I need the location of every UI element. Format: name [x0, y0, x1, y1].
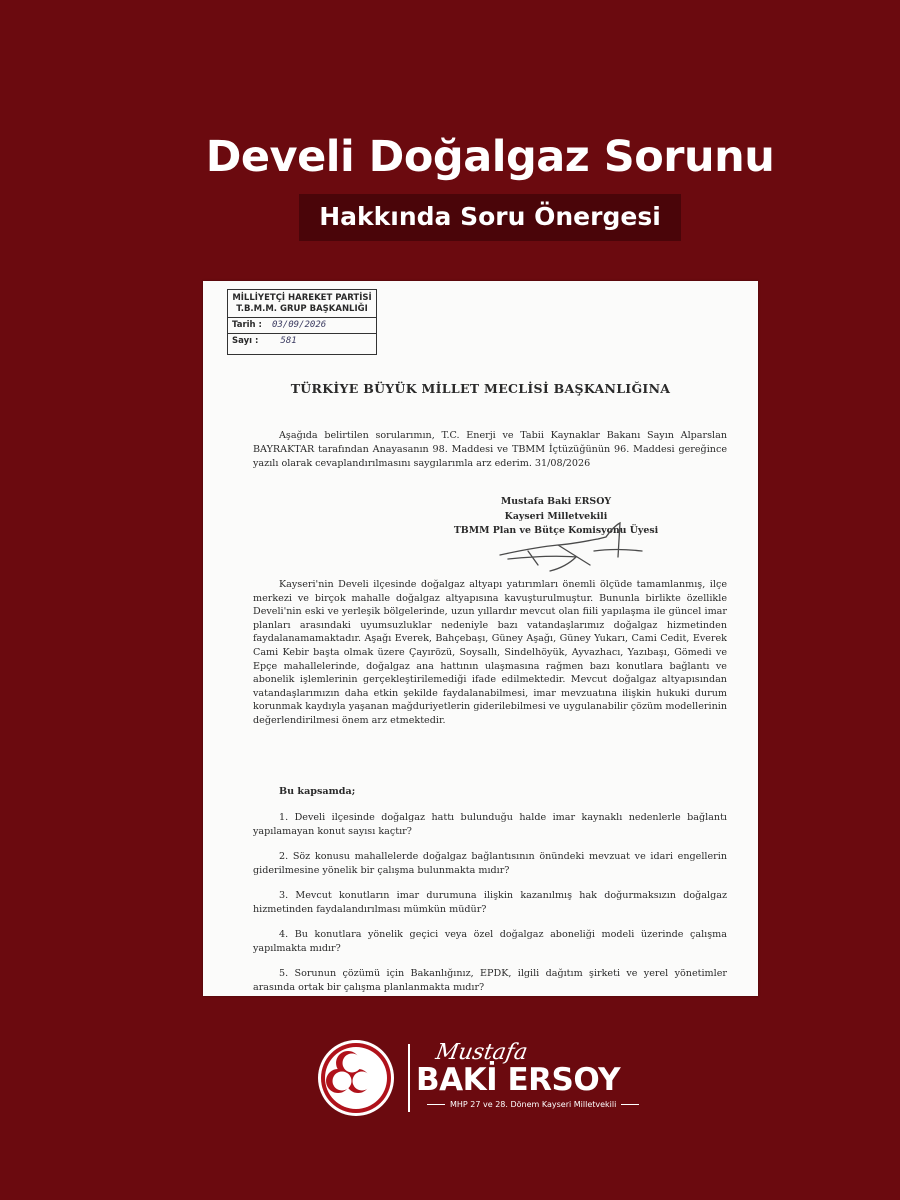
- stamp-date-label: Tarih :: [232, 320, 262, 330]
- page-subtitle: Hakkında Soru Önergesi: [299, 194, 681, 241]
- document-title: TÜRKİYE BÜYÜK MİLLET MECLİSİ BAŞKANLIĞINA: [290, 381, 671, 396]
- list-item: 2. Söz konusu mahallelerde doğalgaz bağlantısının önündeki mevzuat ve idari engellerin giderilmesine yönelik bir çalışma bulunmakta mıdır?: [253, 851, 727, 876]
- subtitle-wrap: [0, 194, 900, 241]
- list-item: 4. Bu konutlara yönelik geçici veya özel doğalgaz aboneliği modeli üzerinde çalışma yapılmakta mıdır?: [253, 929, 727, 954]
- handwritten-signature: [498, 521, 648, 581]
- three-crescents-icon: [318, 1040, 394, 1116]
- footer-name: BAKİ ERSOY: [416, 1062, 621, 1098]
- intro-paragraph: Aşağıda belirtilen sorularımın, T.C. Enerji ve Tabii Kaynaklar Bakanı Sayın Alparslan BAYRAKTAR tarafından Anayasanın 98. Maddesi ve TBMM İçtüzüğünün 96. Maddesi gereğince yazılı olarak cevaplandırılmasını saygılarımla arz ederim. 31/08/2026: [253, 430, 727, 469]
- page-title: Develi Doğalgaz Sorunu: [205, 132, 775, 182]
- stamp-date-value: 03/09/2026: [271, 320, 327, 330]
- signer-committee: TBMM Plan ve Bütçe Komisyonu Üyesi: [453, 525, 659, 536]
- footer-tagline: MHP 27 ve 28. Dönem Kayseri Milletvekili: [422, 1100, 644, 1109]
- list-item: 1. Develi ilçesinde doğalgaz hattı bulunduğu halde imar kaynaklı nedenlerle bağlantı yapılamayan konut sayısı kaçtır?: [253, 812, 727, 837]
- list-item: 3. Mevcut konutların imar durumuna ilişkin kazanılmış hak doğurmaksızın doğalgaz hizmetinden faydalandırılması mümkün müdür?: [253, 890, 727, 915]
- stamp-org-line2: T.B.M.M. GRUP BAŞKANLIĞI: [236, 304, 368, 314]
- stamp-header: [228, 290, 376, 318]
- stamp-number-label: Sayı :: [232, 336, 259, 346]
- registry-stamp: [227, 289, 377, 355]
- party-emblem-icon: [318, 1040, 394, 1116]
- stamp-number-value: 581: [280, 336, 297, 346]
- questions-list: [253, 811, 727, 1006]
- script-name: Mustafa: [433, 1040, 530, 1065]
- signer-name: Mustafa Baki ERSOY: [500, 496, 612, 507]
- stamp-number-row: [228, 334, 376, 349]
- document-page: [203, 281, 758, 996]
- scope-heading: Bu kapsamda;: [279, 786, 356, 797]
- stamp-org-line1: MİLLİYETÇİ HAREKET PARTİSİ: [232, 293, 372, 303]
- logo-divider: [408, 1044, 410, 1112]
- signer-role: Kayseri Milletvekili: [504, 510, 608, 522]
- stamp-date-row: [228, 318, 376, 334]
- headline: [0, 132, 900, 241]
- footer-logo: [318, 1040, 648, 1120]
- list-item: 5. Sorunun çözümü için Bakanlığınız, EPDK, ilgili dağıtım şirketi ve yerel yönetimler arasında ortak bir çalışma planlanmakta mıdır?: [253, 968, 727, 993]
- body-paragraph: Kayseri'nin Develi ilçesinde doğalgaz altyapı yatırımları önemli ölçüde tamamlanmış, ilçe merkezi ve birçok mahalle doğalgaz altyapısına kavuşturulmuştur. Bununla birlikte özellikle Develi'nin eski ve yerleşik bölgelerinde, uzun yıllardır mevcut olan fiili yapılaşma ile güncel imar planları arasındaki uyumsuzluklar nedeniyle bazı vatandaşlarımız doğalgaz hizmetinden faydalanamamaktadır. Aşağı Everek, Bahçebaşı, Güney Aşağı, Güney Yukarı, Cami Cedit, Everek Cami Kebir başta olmak üzere Çayırözü, Soysallı, Sindelhöyük, Ayvazhacı, Yazıbaşı, Gömedi ve Epçe mahallelerinde, doğalgaz ana hattının ulaşmasına rağmen bazı konutlara bağlantı ve abonelik işlemlerinin gerçekleştirilemediği ifade edilmektedir. Mevcut doğalgaz altyapısından vatandaşlarımızın daha etkin şekilde faydalanabilmesi, imar mevzuatına ilişkin hukuki durum korunmak kaydıyla yaşanan mağduriyetlerin giderilebilmesi ve uygulanabilir çözüm modellerinin değerlendirilmesi önem arz etmektedir.: [253, 579, 727, 726]
